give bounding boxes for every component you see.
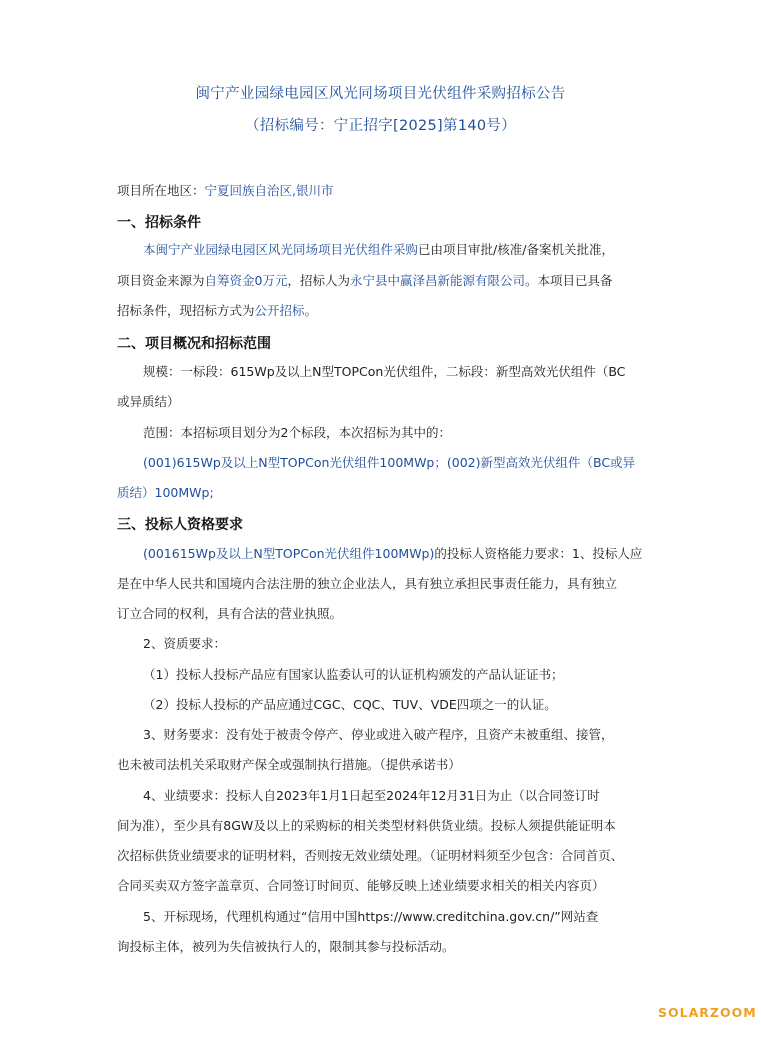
section3-finance-line1: 3、财务要求：没有处于被责令停产、停业或进入破产程序，且资产未被重组、接管， xyxy=(143,727,614,742)
section3-performance-line1: 4、业绩要求：投标人自2023年1月1日起至2024年12月31日为止（以合同签订时 xyxy=(143,788,600,803)
section3-credit-line1: 5、开标现场，代理机构通过“信用中国https://www.creditchina.gov.cn/”网站查 xyxy=(143,909,599,924)
section2-lots-line1: (001)615Wp及以上N型TOPCon光伏组件100MWp；(002)新型高效光伏组件（BC或异 xyxy=(143,455,636,470)
tender-number: （招标编号：宁正招字[2025]第140号） xyxy=(245,118,516,134)
section3-heading: 三、投标人资格要求 xyxy=(117,517,243,533)
section2-lots-line2: 质结）100MWp; xyxy=(117,485,214,500)
section3-line1: (001615Wp及以上N型TOPCon光伏组件100MWp)的投标人资格能力要求：1、投标人应 xyxy=(143,546,643,561)
location-label: 项目所在地区： xyxy=(117,183,205,198)
section2-scale-line1: 规模：一标段：615Wp及以上N型TOPCon光伏组件，二标段：新型高效光伏组件（BC xyxy=(143,364,626,379)
section2-scale-line2: 或异质结） xyxy=(117,394,180,409)
section3-performance-line2: 间为准），至少具有8GW及以上的采购标的相关类型材料供货业绩。投标人须提供能证明本 xyxy=(117,818,616,833)
section1-line2: 项目资金来源为自筹资金0万元，招标人为永宁县中赢泽昌新能源有限公司。本项目已具备 xyxy=(117,273,613,288)
section1-heading: 一、招标条件 xyxy=(117,215,201,231)
section2-scope-line: 范围：本招标项目划分为2个标段，本次招标为其中的： xyxy=(143,425,451,440)
section3-qual-item2: （2）投标人投标的产品应通过CGC、CQC、TUV、VDE四项之一的认证。 xyxy=(143,697,557,712)
solarzoom-watermark: SOLARZOOM xyxy=(658,1005,757,1020)
section3-qualification: 2、资质要求： xyxy=(143,636,226,651)
document-title: 闽宁产业园绿电园区风光同场项目光伏组件采购招标公告 xyxy=(195,86,566,102)
section2-heading: 二、项目概况和招标范围 xyxy=(117,336,271,352)
section3-line3: 订立合同的权利，具有合法的营业执照。 xyxy=(117,606,343,621)
section3-performance-line3: 次招标供货业绩要求的证明材料，否则按无效业绩处理。（证明材料须至少包含：合同首页、 xyxy=(117,848,624,863)
section3-performance-line4: 合同买卖双方签字盖章页、合同签订时间页、能够反映上述业绩要求相关的相关内容页） xyxy=(117,878,605,893)
section3-credit-line2: 询投标主体，被列为失信被执行人的，限制其参与投标活动。 xyxy=(117,939,455,954)
section3-qual-item1: （1）投标人投标产品应有国家认监委认可的认证机构颁发的产品认证证书； xyxy=(143,667,564,682)
project-location xyxy=(117,182,647,200)
section1-line3: 招标条件，现招标方式为公开招标。 xyxy=(117,303,318,318)
location-value: 宁夏回族自治区,银川市 xyxy=(204,183,334,198)
section3-finance-line2: 也未被司法机关采取财产保全或强制执行措施。（提供承诺书） xyxy=(117,757,461,772)
section3-line2: 是在中华人民共和国境内合法注册的独立企业法人，具有独立承担民事责任能力，具有独立 xyxy=(117,576,618,591)
section1-line1: 本闽宁产业园绿电园区风光同场项目光伏组件采购已由项目审批/核准/备案机关批准， xyxy=(143,242,614,257)
